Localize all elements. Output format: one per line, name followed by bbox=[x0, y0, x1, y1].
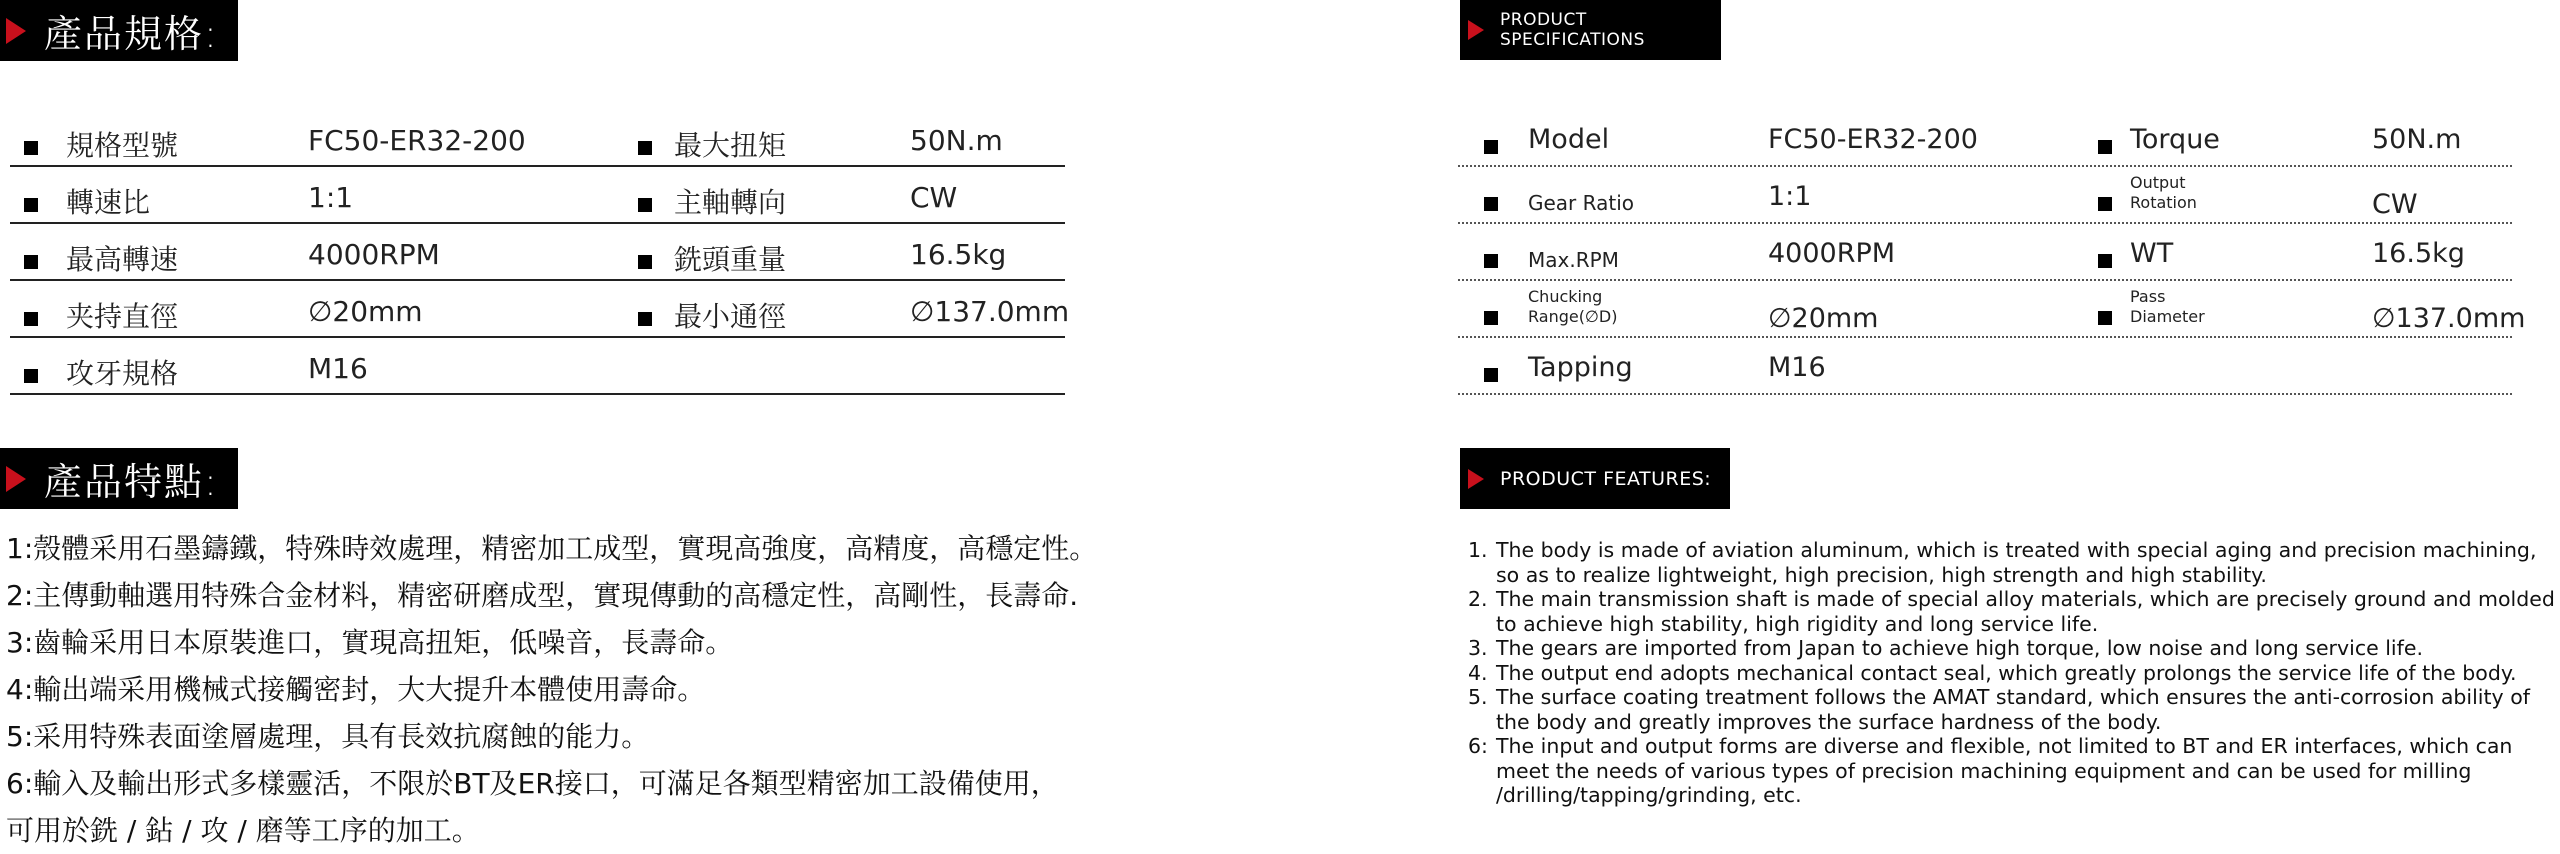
bullet-square-icon bbox=[24, 358, 38, 391]
zh-features-header bbox=[0, 448, 238, 509]
spec-value: 1:1 bbox=[308, 181, 354, 214]
spec-value: 50N.m bbox=[2372, 124, 2462, 155]
feature-text: The surface coating treatment follows the AMAT standard, which ensures the anti-corrosion ability of the body and greatly improves the surface hardness of the body. bbox=[1496, 685, 2530, 734]
triangle-marker-icon bbox=[6, 466, 26, 492]
zh-spec-row bbox=[10, 338, 1065, 395]
en-feature-item bbox=[1468, 685, 2558, 734]
spec-label: Pass Diameter bbox=[2130, 287, 2205, 326]
spec-label: Tapping bbox=[1528, 352, 1633, 383]
en-features-list bbox=[1468, 538, 2558, 808]
spec-label: 夹持直徑 bbox=[66, 300, 179, 333]
spec-value: ∅137.0mm bbox=[2372, 303, 2526, 334]
spec-value: FC50-ER32-200 bbox=[308, 124, 526, 157]
zh-spec-row bbox=[10, 167, 1065, 224]
en-features-header bbox=[1460, 448, 1730, 509]
spec-label: 攻牙規格 bbox=[66, 357, 179, 390]
en-spec-table bbox=[1458, 110, 2526, 395]
zh-feature-item: 2:主傳動軸選用特殊合金材料，精密研磨成型，實現傳動的高穩定性，高剛性，長壽命. bbox=[6, 579, 1079, 612]
bullet-square-icon bbox=[2098, 307, 2112, 326]
en-feature-item bbox=[1468, 734, 2558, 808]
spec-label: 主軸轉向 bbox=[674, 186, 787, 219]
spec-label: Output Rotation bbox=[2130, 173, 2197, 212]
spec-value: ∅20mm bbox=[308, 295, 423, 328]
bullet-square-icon bbox=[638, 130, 652, 163]
bullet-square-icon bbox=[1484, 307, 1498, 326]
zh-spec-title: 產品規格: bbox=[44, 12, 219, 56]
zh-features-list bbox=[6, 525, 1098, 854]
zh-features-title: 產品特點: bbox=[44, 460, 219, 504]
en-spec-row bbox=[1458, 167, 2512, 224]
zh-feature-item: 1:殼體采用石墨鑄鐵，特殊時效處理，精密加工成型，實現高強度，高精度，高穩定性。 bbox=[6, 532, 1098, 565]
zh-feature-item: 3:齒輪采用日本原裝進口，實現高扭矩，低噪音，長壽命。 bbox=[6, 626, 734, 659]
bullet-square-icon bbox=[1484, 136, 1498, 155]
spec-value: 16.5kg bbox=[910, 238, 1007, 271]
feature-text: The gears are imported from Japan to achieve high torque, low noise and long service life. bbox=[1496, 636, 2423, 660]
feature-text: The main transmission shaft is made of special alloy materials, which are precisely ground and molded to achieve high stability, high rigidity and long service life. bbox=[1496, 587, 2555, 636]
en-spec-row bbox=[1458, 224, 2512, 281]
bullet-square-icon bbox=[638, 244, 652, 277]
zh-feature-item: 6:輸入及輸出形式多樣靈活，不限於BT及ER接口，可滿足各類型精密加工設備使用， bbox=[6, 767, 1059, 800]
feature-number: 5. bbox=[1468, 685, 1488, 709]
en-features-title: PRODUCT FEATURES: bbox=[1500, 467, 1712, 490]
spec-label: WT bbox=[2130, 238, 2174, 269]
zh-feature-item: 4:輸出端采用機械式接觸密封，大大提升本體使用壽命。 bbox=[6, 673, 706, 706]
spec-value: ∅137.0mm bbox=[910, 295, 1070, 328]
bullet-square-icon bbox=[1484, 250, 1498, 269]
bullet-square-icon bbox=[638, 187, 652, 220]
en-feature-item bbox=[1468, 587, 2558, 636]
en-spec-title: PRODUCT SPECIFICATIONS bbox=[1500, 10, 1645, 50]
feature-number: 1. bbox=[1468, 538, 1488, 562]
bullet-square-icon bbox=[1484, 193, 1498, 212]
triangle-marker-icon bbox=[1468, 20, 1484, 40]
triangle-marker-icon bbox=[1468, 469, 1484, 489]
bullet-square-icon bbox=[638, 301, 652, 334]
zh-spec-row bbox=[10, 224, 1065, 281]
spec-value: CW bbox=[910, 181, 958, 214]
spec-label: Gear Ratio bbox=[1528, 191, 1634, 215]
spec-label: 最高轉速 bbox=[66, 243, 179, 276]
zh-spec-row bbox=[10, 281, 1070, 338]
spec-value: M16 bbox=[308, 352, 368, 385]
en-spec-row bbox=[1458, 110, 2512, 167]
bullet-square-icon bbox=[2098, 250, 2112, 269]
spec-value: 1:1 bbox=[1768, 181, 1812, 212]
en-spec-row bbox=[1458, 338, 2512, 395]
spec-label: 規格型號 bbox=[66, 129, 179, 162]
triangle-marker-icon bbox=[6, 18, 26, 44]
spec-value: 4000RPM bbox=[1768, 238, 1896, 269]
spec-label: Model bbox=[1528, 124, 1610, 155]
spec-label: 銑頭重量 bbox=[674, 243, 787, 276]
bullet-square-icon bbox=[2098, 193, 2112, 212]
en-spec-row bbox=[1458, 281, 2526, 338]
feature-text: The body is made of aviation aluminum, which is treated with special aging and precision machining, so as to realize lightweight, high precision, high strength and high stability. bbox=[1496, 538, 2537, 587]
feature-number: 2. bbox=[1468, 587, 1488, 611]
feature-text: The input and output forms are diverse and flexible, not limited to BT and ER interfaces, which can meet the needs of various types of precision machining equipment and can be used for milling /drilling/tapping/grinding, etc. bbox=[1496, 734, 2513, 807]
spec-label: Chucking Range(∅D) bbox=[1528, 287, 1618, 326]
spec-value: CW bbox=[2372, 189, 2418, 220]
bullet-square-icon bbox=[24, 187, 38, 220]
feature-number: 3. bbox=[1468, 636, 1488, 660]
spec-value: 50N.m bbox=[910, 124, 1003, 157]
spec-label: Max.RPM bbox=[1528, 248, 1619, 272]
en-spec-header bbox=[1460, 0, 1721, 60]
bullet-square-icon bbox=[2098, 136, 2112, 155]
feature-number: 4. bbox=[1468, 660, 1488, 685]
en-feature-item bbox=[1468, 661, 2558, 686]
spec-label: Torque bbox=[2130, 124, 2220, 155]
spec-label: 最小通徑 bbox=[674, 300, 787, 333]
bullet-square-icon bbox=[1484, 364, 1498, 383]
spec-label: 最大扭矩 bbox=[674, 129, 787, 162]
spec-value: 16.5kg bbox=[2372, 238, 2465, 269]
bullet-square-icon bbox=[24, 244, 38, 277]
en-feature-item bbox=[1468, 636, 2558, 661]
bullet-square-icon bbox=[24, 301, 38, 334]
spec-label: 轉速比 bbox=[66, 186, 151, 219]
zh-spec-header bbox=[0, 0, 238, 61]
zh-feature-item: 可用於銑 / 鉆 / 攻 / 磨等工序的加工。 bbox=[6, 814, 480, 847]
spec-value: M16 bbox=[1768, 352, 1826, 383]
en-feature-item bbox=[1468, 538, 2558, 587]
spec-value: ∅20mm bbox=[1768, 303, 1879, 334]
spec-value: FC50-ER32-200 bbox=[1768, 124, 1978, 155]
zh-spec-row bbox=[10, 110, 1065, 167]
feature-text: The output end adopts mechanical contact seal, which greatly prolongs the service life of the body. bbox=[1496, 660, 2517, 685]
bullet-square-icon bbox=[24, 130, 38, 163]
zh-feature-item: 5:采用特殊表面塗層處理，具有長效抗腐蝕的能力。 bbox=[6, 720, 650, 753]
spec-value: 4000RPM bbox=[308, 238, 440, 271]
feature-number: 6: bbox=[1468, 734, 1488, 758]
zh-spec-table bbox=[10, 110, 1070, 395]
